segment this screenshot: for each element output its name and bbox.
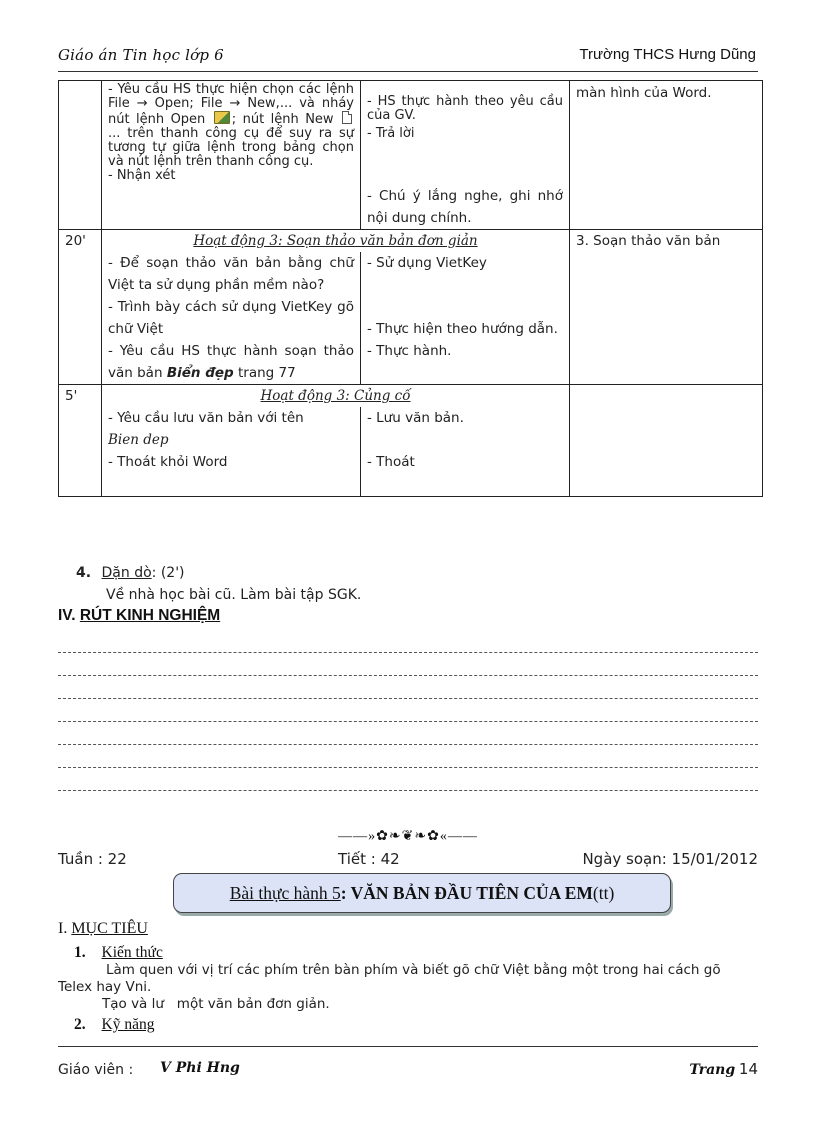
header-subject: Giáo án Tin học lớp 6 <box>58 46 224 64</box>
notes-line <box>58 767 758 768</box>
lesson-table <box>58 80 763 497</box>
knowledge-text: Telex hay Vni. <box>58 979 152 995</box>
table-row <box>59 81 763 230</box>
homework-text: Về nhà học bài cũ. Làm bài tập SGK. <box>106 587 362 603</box>
footer-divider <box>58 1046 758 1047</box>
skills-heading: 2. Kỹ năng <box>74 1016 155 1033</box>
header-divider <box>58 71 758 72</box>
notes-line <box>58 675 758 676</box>
content-cell: 3. Soạn thảo văn bản <box>570 230 763 385</box>
time-cell: 5' <box>59 385 102 497</box>
page-number: Trang 14 <box>689 1060 758 1078</box>
time-cell <box>59 81 102 230</box>
knowledge-heading: 1. Kiến thức <box>74 944 163 961</box>
open-folder-icon <box>214 111 230 124</box>
notes-line <box>58 698 758 699</box>
new-document-icon <box>342 111 352 124</box>
ornament-separator: ——»✿❧❦❧✿«—— <box>338 829 478 844</box>
teacher-cell: - Yêu cầu lưu văn bản với tên Bien dep - Thoát khỏi Word <box>102 407 361 496</box>
objectives-heading: I. MỤC TIÊU <box>58 920 148 937</box>
week-label: Tuần : 22 <box>58 850 127 868</box>
content-cell: màn hình của Word. <box>570 81 763 230</box>
table-row <box>59 230 763 385</box>
teacher-name: V Phi Hng <box>160 1060 240 1076</box>
knowledge-text: Làm quen với vị trí các phím trên bàn phím và biết gõ chữ Việt bằng một trong hai cách gõ <box>106 962 721 978</box>
notes-line <box>58 790 758 791</box>
experience-heading: IV. RÚT KINH NGHIỆM <box>58 607 221 624</box>
period-label: Tiết : 42 <box>338 850 400 868</box>
teacher-cell: - Để soạn thảo văn bản bằng chữ Việt ta sử dụng phần mềm nào? - Trình bày cách sử dụng VietKey gõ chữ Việt - Yêu cầu HS thực hành soạn thảo văn bản Biển đẹp trang 77 <box>102 252 361 384</box>
activity-cell <box>102 385 570 497</box>
student-cell: - Sử dụng VietKey - Thực hiện theo hướng dẫn. - Thực hành. <box>367 255 558 359</box>
time-cell: 20' <box>59 230 102 385</box>
lesson-title-banner: Bài thực hành 5 : VĂN BẢN ĐẦU TIÊN CỦA EM (tt) <box>173 873 671 913</box>
notes-line <box>58 721 758 722</box>
content-cell <box>570 385 763 497</box>
activity-title: Hoạt động 3: Soạn thảo văn bản đơn giản <box>193 233 478 249</box>
teacher-label: Giáo viên : <box>58 1062 134 1078</box>
date-label: Ngày soạn: 15/01/2012 <box>582 850 758 868</box>
notes-line <box>58 744 758 745</box>
teacher-cell: - Yêu cầu HS thực hiện chọn các lệnh File → Open; File → New,... và nháy nút lệnh Open ; nút lệnh New ... trên thanh công cụ để suy ra sự tương tự giữa lệnh trong bảng chọn và nút lệnh trên thanh công cụ. - Nhận xét <box>102 81 361 230</box>
header-school: Trường THCS Hưng Dũng <box>579 46 756 63</box>
student-cell: - Lưu văn bản. - Thoát <box>367 410 464 470</box>
knowledge-text: Tạo và lư một văn bản đơn giản. <box>102 996 330 1012</box>
activity-title: Hoạt động 3: Củng cố <box>260 388 411 404</box>
activity-cell <box>102 230 570 385</box>
table-row <box>59 385 763 497</box>
notes-line <box>58 652 758 653</box>
student-cell: - HS thực hành theo yêu cầu của GV. - Trả lời - Chú ý lắng nghe, ghi nhớ nội dung chính. <box>361 81 570 230</box>
homework-heading: 4. Dặn dò: (2') <box>76 565 185 581</box>
